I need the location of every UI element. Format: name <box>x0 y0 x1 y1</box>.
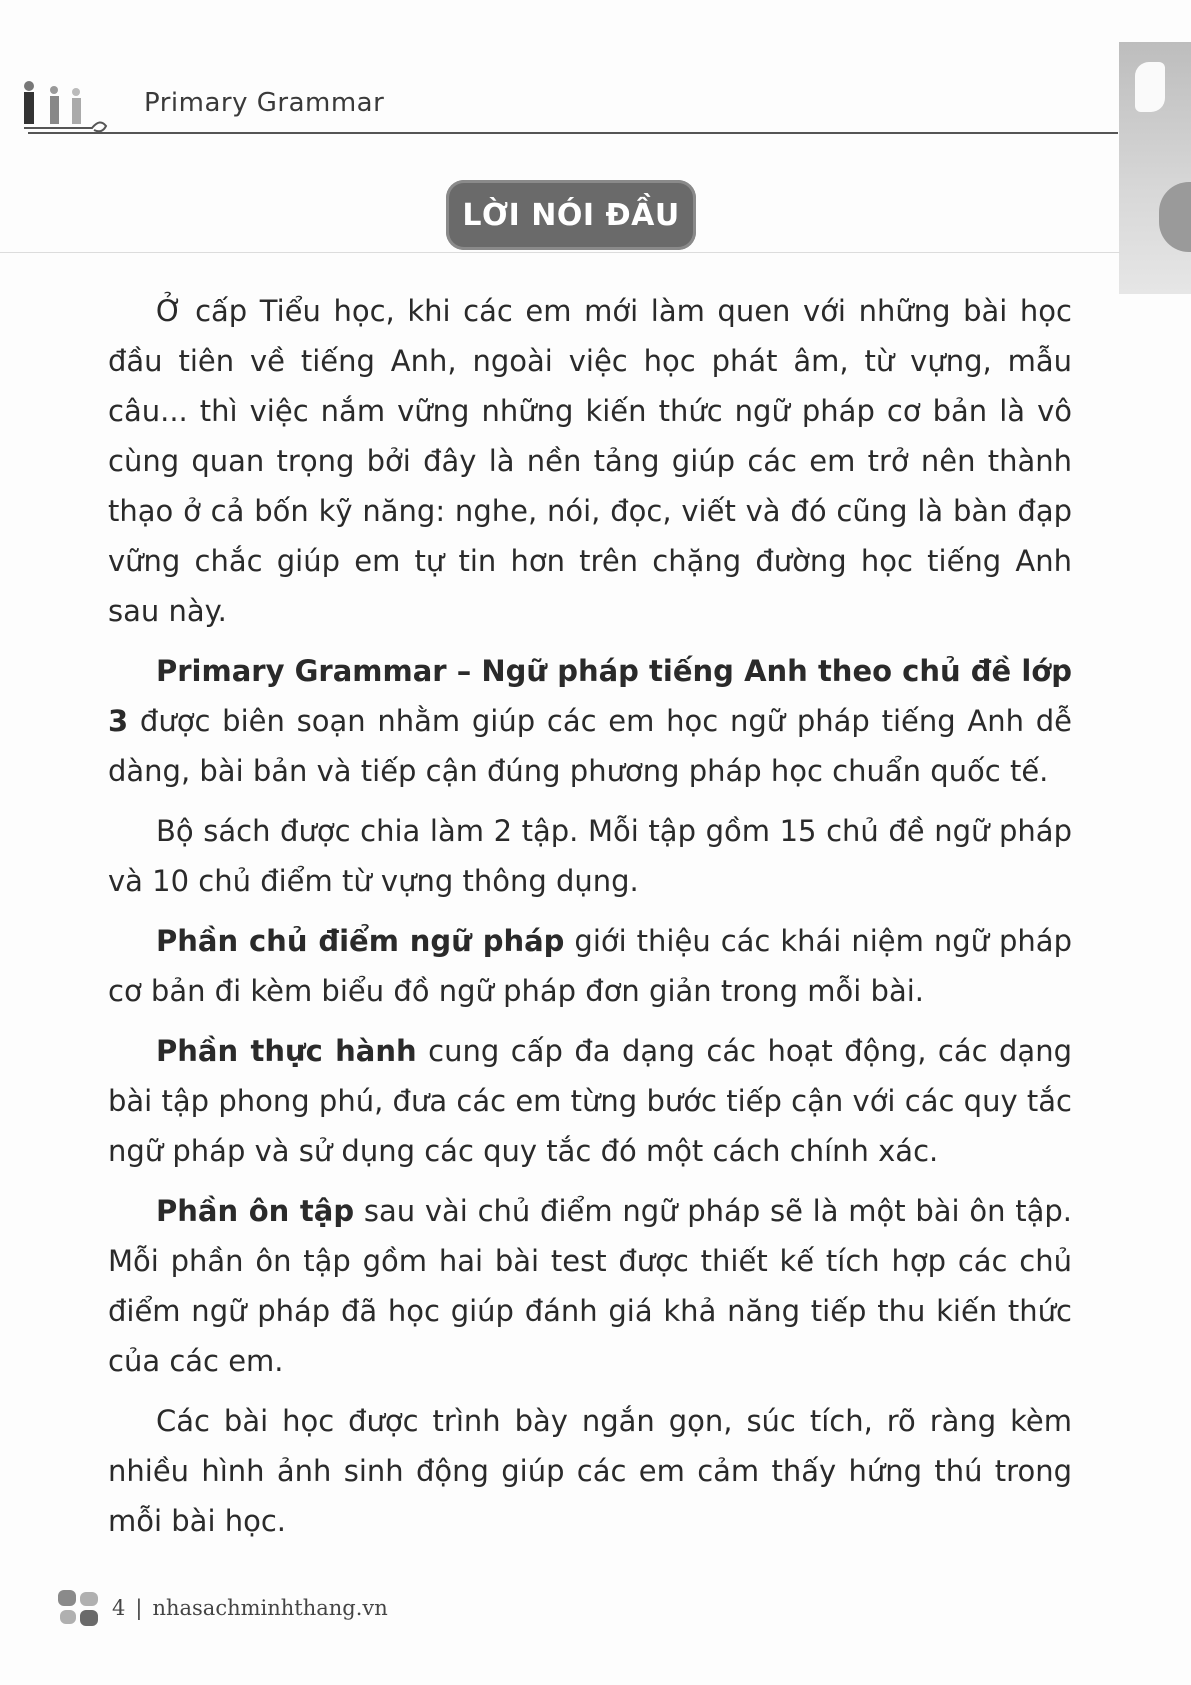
header-divider <box>28 132 1118 134</box>
section-title: LỜI NÓI ĐẦU <box>462 197 680 233</box>
publisher-logo-icon <box>56 1588 102 1628</box>
paragraph-text: Bộ sách được chia làm 2 tập. Mỗi tập gồm 15 chủ đề ngữ pháp và 10 chủ điểm từ vựng thông dụng. <box>108 814 1072 898</box>
paragraph-intro <box>108 286 1072 636</box>
footer-separator: | <box>135 1596 143 1620</box>
paragraph-structure <box>108 806 1072 906</box>
paragraph-text: được biên soạn nhằm giúp các em học ngữ pháp tiếng Anh dễ dàng, bài bản và tiếp cận đúng phương pháp học chuẩn quốc tế. <box>108 704 1072 788</box>
paragraph-text: cung cấp đa dạng các hoạt động, các dạng bài tập phong phú, đưa các em từng bước tiếp cận với các quy tắc ngữ pháp và sử dụng các quy tắc đó một cách chính xác. <box>108 1034 1072 1168</box>
pencils-icon <box>22 78 112 134</box>
preface-body <box>108 286 1072 1556</box>
paragraph-bold-lead: Primary Grammar – Ngữ pháp tiếng Anh theo chủ đề lớp 3 <box>108 654 1072 738</box>
footer-website: nhasachminhthang.vn <box>152 1596 388 1620</box>
page-number: 4 <box>112 1596 126 1620</box>
paragraph-text: Ở cấp Tiểu học, khi các em mới làm quen với những bài học đầu tiên về tiếng Anh, ngoài việc học phát âm, từ vựng, mẫu câu... thì việc nắm vững những kiến thức ngữ pháp cơ bản là vô cùng quan trọng bởi đây là nền tảng giúp các em trở nên thành thạo ở cả bốn kỹ năng: nghe, nói, đọc, viết và đó cũng là bàn đạp vững chắc giúp em tự tin hơn trên chặng đường học tiếng Anh sau này. <box>108 294 1072 628</box>
paragraph-grammar-section <box>108 916 1072 1016</box>
paragraph-review-section <box>108 1186 1072 1386</box>
paragraph-book-purpose <box>108 646 1072 796</box>
edge-tab-decoration <box>1135 62 1165 112</box>
paragraph-text: Các bài học được trình bày ngắn gọn, súc tích, rõ ràng kèm nhiều hình ảnh sinh động giúp các em cảm thấy hứng thú trong mỗi bài học. <box>108 1404 1072 1538</box>
paragraph-bold-lead: Phần thực hành <box>156 1034 417 1068</box>
paragraph-practice-section <box>108 1026 1072 1176</box>
page-footer <box>56 1588 388 1628</box>
page-edge-tab <box>1119 42 1191 294</box>
paragraph-closing <box>108 1396 1072 1546</box>
edge-tab-decoration <box>1159 182 1191 252</box>
paragraph-bold-lead: Phần ôn tập <box>156 1194 355 1228</box>
paragraph-text: sau vài chủ điểm ngữ pháp sẽ là một bài ôn tập. Mỗi phần ôn tập gồm hai bài test được thiết kế tích hợp các chủ điểm ngữ pháp đã học giúp đánh giá khả năng tiếp thu kiến thức của các em. <box>108 1194 1072 1378</box>
running-header-title: Primary Grammar <box>144 88 385 118</box>
section-divider <box>0 252 1120 253</box>
paragraph-text: giới thiệu các khái niệm ngữ pháp cơ bản đi kèm biểu đồ ngữ pháp đơn giản trong mỗi bài. <box>108 924 1072 1008</box>
paragraph-bold-lead: Phần chủ điểm ngữ pháp <box>156 924 565 958</box>
section-title-badge <box>446 180 696 250</box>
